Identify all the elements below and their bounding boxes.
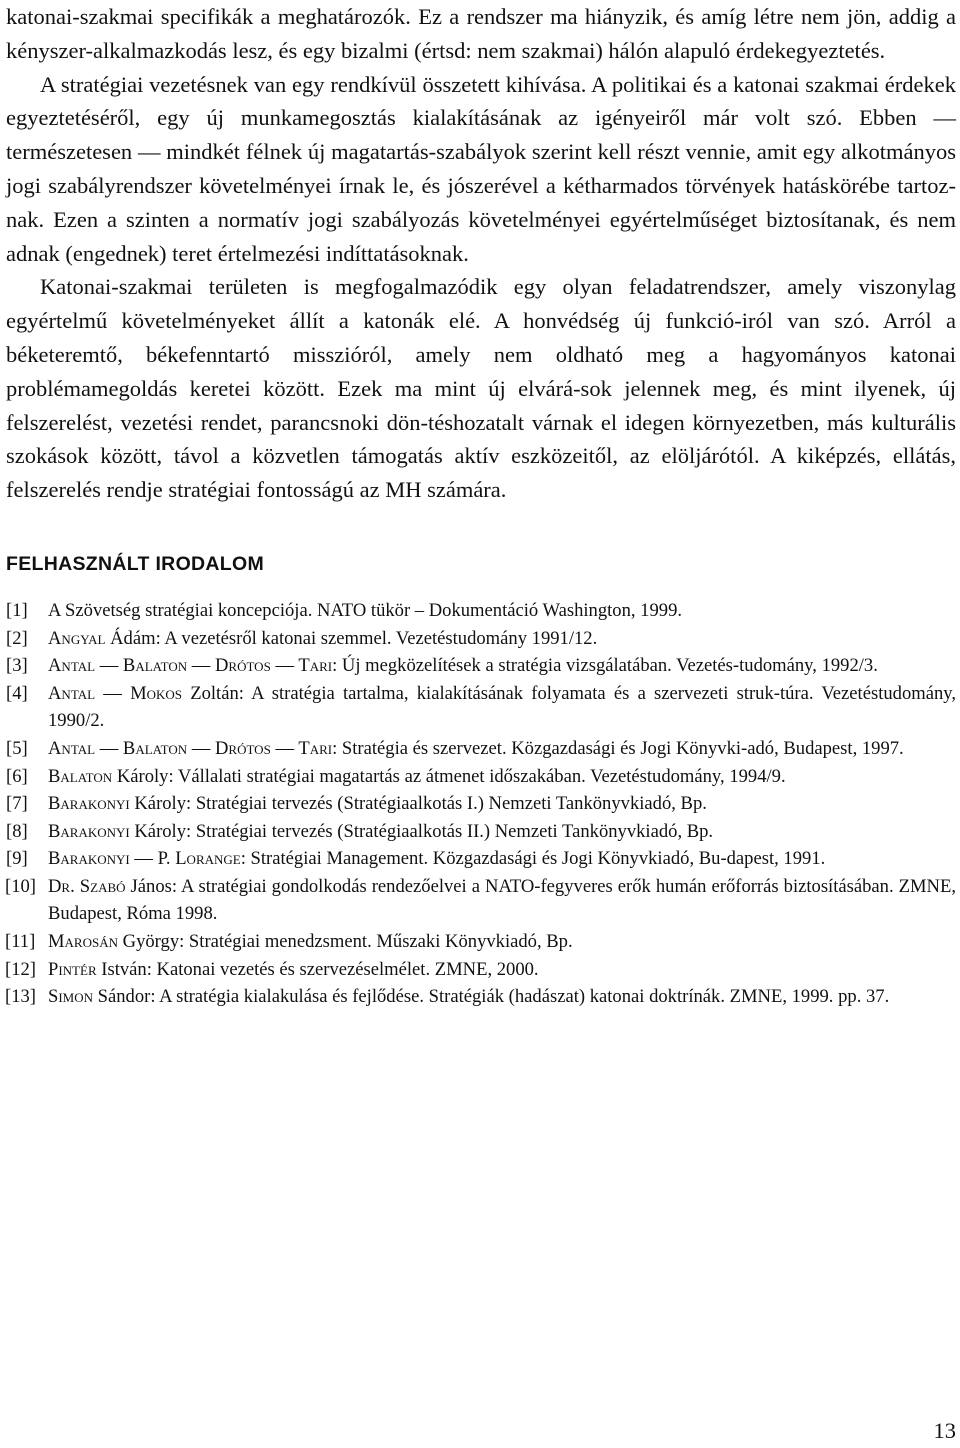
body-paragraph-3: Katonai-szakmai területen is megfogalmazódik egy olyan feladatrendszer, amely viszonylag egyértelmű követelményeket állít a katonák elé. A honvédség új funkció-iról van szó. Arról a béketeremtő, békefenntartó misszióról, amely nem oldható meg a hagyományos katonai problémamegoldás keretei között. Ezek ma mint új elvárá-sok jelennek meg, és mint ilyenek, új felszerelést, vezetési rendet, parancsnoki dön-téshozatalt várnak el idegen környezetben, más kulturális szokások között, távol a közvetlen támogatás aktív eszközeitől, az elöljárótól. A kiképzés, ellátás, felszerelés rendje stratégiai fontosságú az MH számára. (6, 274, 956, 503)
reference-number: [2] (6, 627, 28, 649)
reference-item-8 (6, 818, 956, 846)
body-paragraph-2: A stratégiai vezetésnek van egy rendkívül összetett kihívása. A politikai és a katonai szakmai érdekek egyeztetéséről, egy új munkamegosztás kialakításának az igényeiről már volt szó. Ebben — természetesen — mindkét félnek új magatartás-szabályok szerint kell részt vennie, amit egy alkotmányos jogi szabályrendszer követelményei írnak le, és jószerével a kétharmados törvények hatáskörébe tartoz-nak. Ezen a szinten a normatív jogi szabályozás követelményei egyértelműséget biztosítanak, és nem adnak (engednek) teret értelmezési indíttatásoknak. (6, 71, 956, 266)
reference-item-1 (6, 597, 956, 625)
reference-number: [12] (5, 958, 36, 980)
reference-item-2 (6, 625, 956, 653)
reference-text: István: Katonai vezetés és szervezéselmélet. ZMNE, 2000. (96, 958, 539, 980)
reference-author: Antal — Mokos (48, 682, 183, 704)
reference-text: A Szövetség stratégiai koncepciója. NATO tükör – Dokumentáció Washington, 1999. (48, 599, 683, 621)
reference-text: : Új megközelítések a stratégia vizsgálatában. Vezetés-tudomány, 1992/3. (332, 655, 878, 677)
reference-number: [3] (6, 655, 28, 677)
reference-number: [9] (6, 848, 28, 870)
reference-text: Károly: Vállalati stratégiai magatartás az átmenet időszakában. Vezetéstudomány, 1994/9. (112, 765, 786, 787)
body-paragraph-1: katonai-szakmai specifikák a meghatározók. Ez a rendszer ma hiányzik, és amíg létre nem jön, addig a kényszer-alkalmazkodás lesz, és egy bizalmi (értsd: nem szakmai) hálón alapuló érdekegyeztetés. (6, 4, 956, 63)
reference-text: György: Stratégiai menedzsment. Műszaki Könyvkiadó, Bp. (118, 931, 573, 953)
reference-item-9 (6, 845, 956, 873)
references-heading: FELHASZNÁLT IRODALOM (6, 552, 265, 575)
reference-item-3 (6, 652, 956, 680)
reference-author: Balaton (48, 765, 113, 787)
reference-text: Károly: Stratégiai tervezés (Stratégiaalkotás II.) Nemzeti Tankönyvkiadó, Bp. (129, 820, 714, 842)
reference-number: [4] (6, 682, 28, 704)
reference-item-4 (6, 680, 956, 735)
reference-item-7 (6, 790, 956, 818)
reference-item-11 (6, 928, 956, 956)
reference-author: Pintér (48, 958, 97, 980)
reference-text: Károly: Stratégiai tervezés (Stratégiaalkotás I.) Nemzeti Tankönyvkiadó, Bp. (129, 793, 707, 815)
reference-number: [8] (6, 820, 28, 842)
reference-item-6 (6, 763, 956, 791)
reference-text: Zoltán: A stratégia tartalma, kialakításának folyamata és a szervezeti struk-túra. Vezetéstudomány, 1990/2. (48, 682, 956, 732)
reference-number: [7] (6, 793, 28, 815)
reference-list (6, 597, 956, 1011)
reference-number: [11] (5, 931, 36, 953)
reference-number: [6] (6, 765, 28, 787)
reference-author: Dr. Szabó (48, 875, 126, 897)
reference-text: : Stratégia és szervezet. Közgazdasági és Jogi Könyvki-adó, Budapest, 1997. (332, 737, 904, 759)
reference-text: Sándor: A stratégia kialakulása és fejlődése. Stratégiák (hadászat) katonai doktrínák. ZMNE, 1999. pp. 37. (93, 986, 890, 1008)
reference-author: Antal — Balaton — Drótos — Tari (48, 737, 333, 759)
reference-item-12 (6, 956, 956, 984)
reference-item-13 (6, 983, 956, 1011)
reference-number: [10] (5, 875, 36, 897)
reference-item-10 (6, 873, 956, 928)
reference-author: Barakonyi — P. Lorange (48, 848, 241, 870)
document-page (6, 0, 956, 1011)
page-number: 13 (933, 1418, 956, 1443)
reference-number: [5] (6, 737, 28, 759)
reference-text: Ádám: A vezetésről katonai szemmel. Vezetéstudomány 1991/12. (105, 627, 598, 649)
reference-text: János: A stratégiai gondolkodás rendezőelvei a NATO-fegyveres erők humán erőforrás biztosításában. ZMNE, Budapest, Róma 1998. (48, 875, 956, 925)
reference-number: [1] (6, 599, 28, 621)
reference-author: Barakonyi (48, 820, 130, 842)
reference-item-5 (6, 735, 956, 763)
reference-author: Angyal (48, 627, 106, 649)
reference-text: : Stratégiai Management. Közgazdasági és Jogi Könyvkiadó, Bu-dapest, 1991. (240, 848, 826, 870)
reference-author: Simon (48, 986, 94, 1008)
reference-number: [13] (5, 986, 36, 1008)
reference-author: Barakonyi (48, 793, 130, 815)
reference-author: Marosán (48, 931, 118, 953)
reference-author: Antal — Balaton — Drótos — Tari (48, 655, 333, 677)
